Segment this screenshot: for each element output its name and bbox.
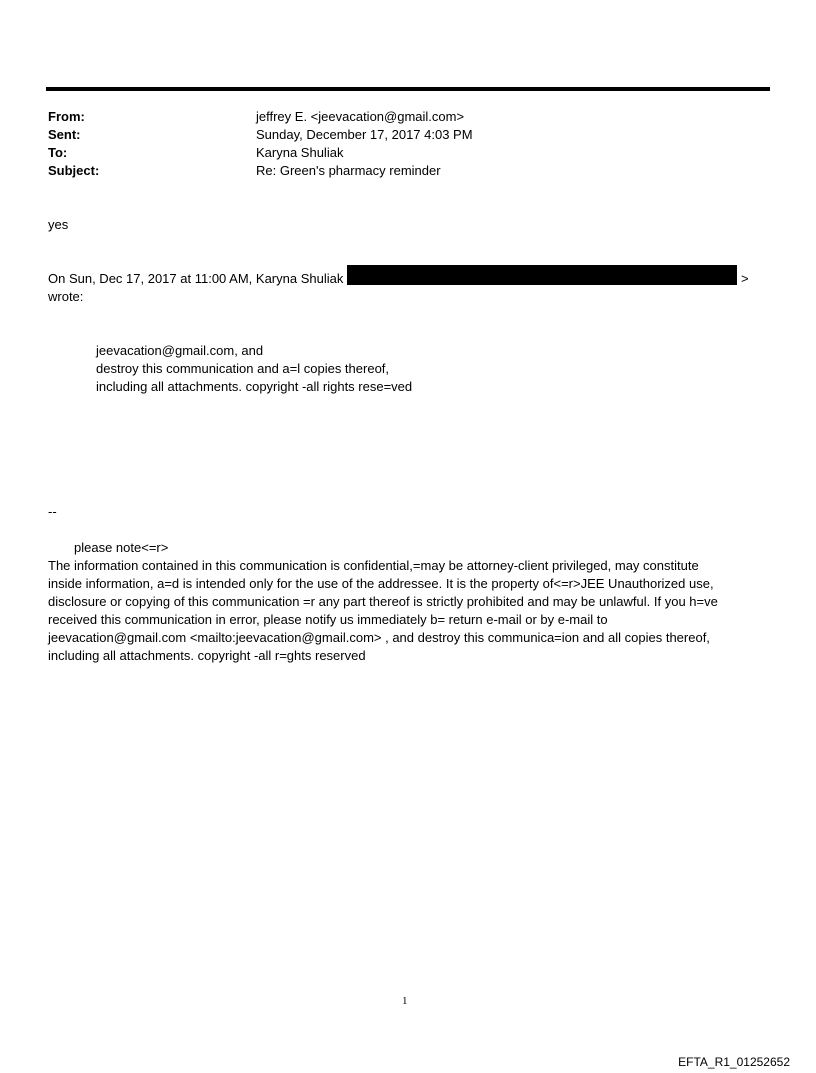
from-label: From: (48, 109, 85, 124)
quoted-line: destroy this communication and a=l copies thereof, (96, 361, 390, 376)
quoted-line: including all attachments. copyright -all rights rese=ved (96, 379, 413, 394)
page-number: 1 (402, 995, 408, 1007)
bates-number: EFTA_R1_01252652 (678, 1055, 790, 1069)
disclaimer-line: disclosure or copying of this communication =r any part thereof is strictly prohibited and may be unlawful. If you h=ve (48, 594, 718, 609)
to-value: Karyna Shuliak (256, 145, 344, 160)
quoted-line: jeevacation@gmail.com, and (96, 343, 264, 358)
from-row (48, 108, 768, 126)
disclaimer-line: inside information, a=d is intended only for the use of the addressee. It is the property of<=r>JEE Unauthorized use, (48, 576, 714, 591)
subject-row (48, 162, 768, 180)
disclaimer-line: received this communication in error, please notify us immediately b= return e-mail or by e-mail to (48, 612, 608, 627)
to-row (48, 144, 768, 162)
disclaimer-line: including all attachments. copyright -all r=ghts reserved (48, 648, 366, 663)
header-divider (46, 87, 770, 91)
from-value: jeffrey E. <jeevacation@gmail.com> (256, 109, 465, 124)
to-label: To: (48, 145, 68, 160)
disclaimer-line: jeevacation@gmail.com <mailto:jeevacation@gmail.com> , and destroy this communica=ion and all copies thereof, (48, 630, 710, 645)
sent-row (48, 126, 768, 144)
redaction-block (347, 265, 737, 285)
disclaimer-line: The information contained in this communication is confidential,=may be attorney-client privileged, may constitute (48, 558, 699, 573)
subject-label: Subject: (48, 163, 100, 178)
quote-intro-gt: > (741, 271, 749, 286)
sent-value: Sunday, December 17, 2017 4:03 PM (256, 127, 473, 142)
quote-intro-line: On Sun, Dec 17, 2017 at 11:00 AM, Karyna Shuliak (48, 271, 344, 286)
signature-separator: -- (48, 504, 57, 519)
subject-value: Re: Green's pharmacy reminder (256, 163, 441, 178)
reply-text: yes (48, 217, 69, 232)
note-heading: please note<=r> (74, 540, 169, 555)
quote-intro-wrote: wrote: (48, 289, 84, 304)
sent-label: Sent: (48, 127, 81, 142)
